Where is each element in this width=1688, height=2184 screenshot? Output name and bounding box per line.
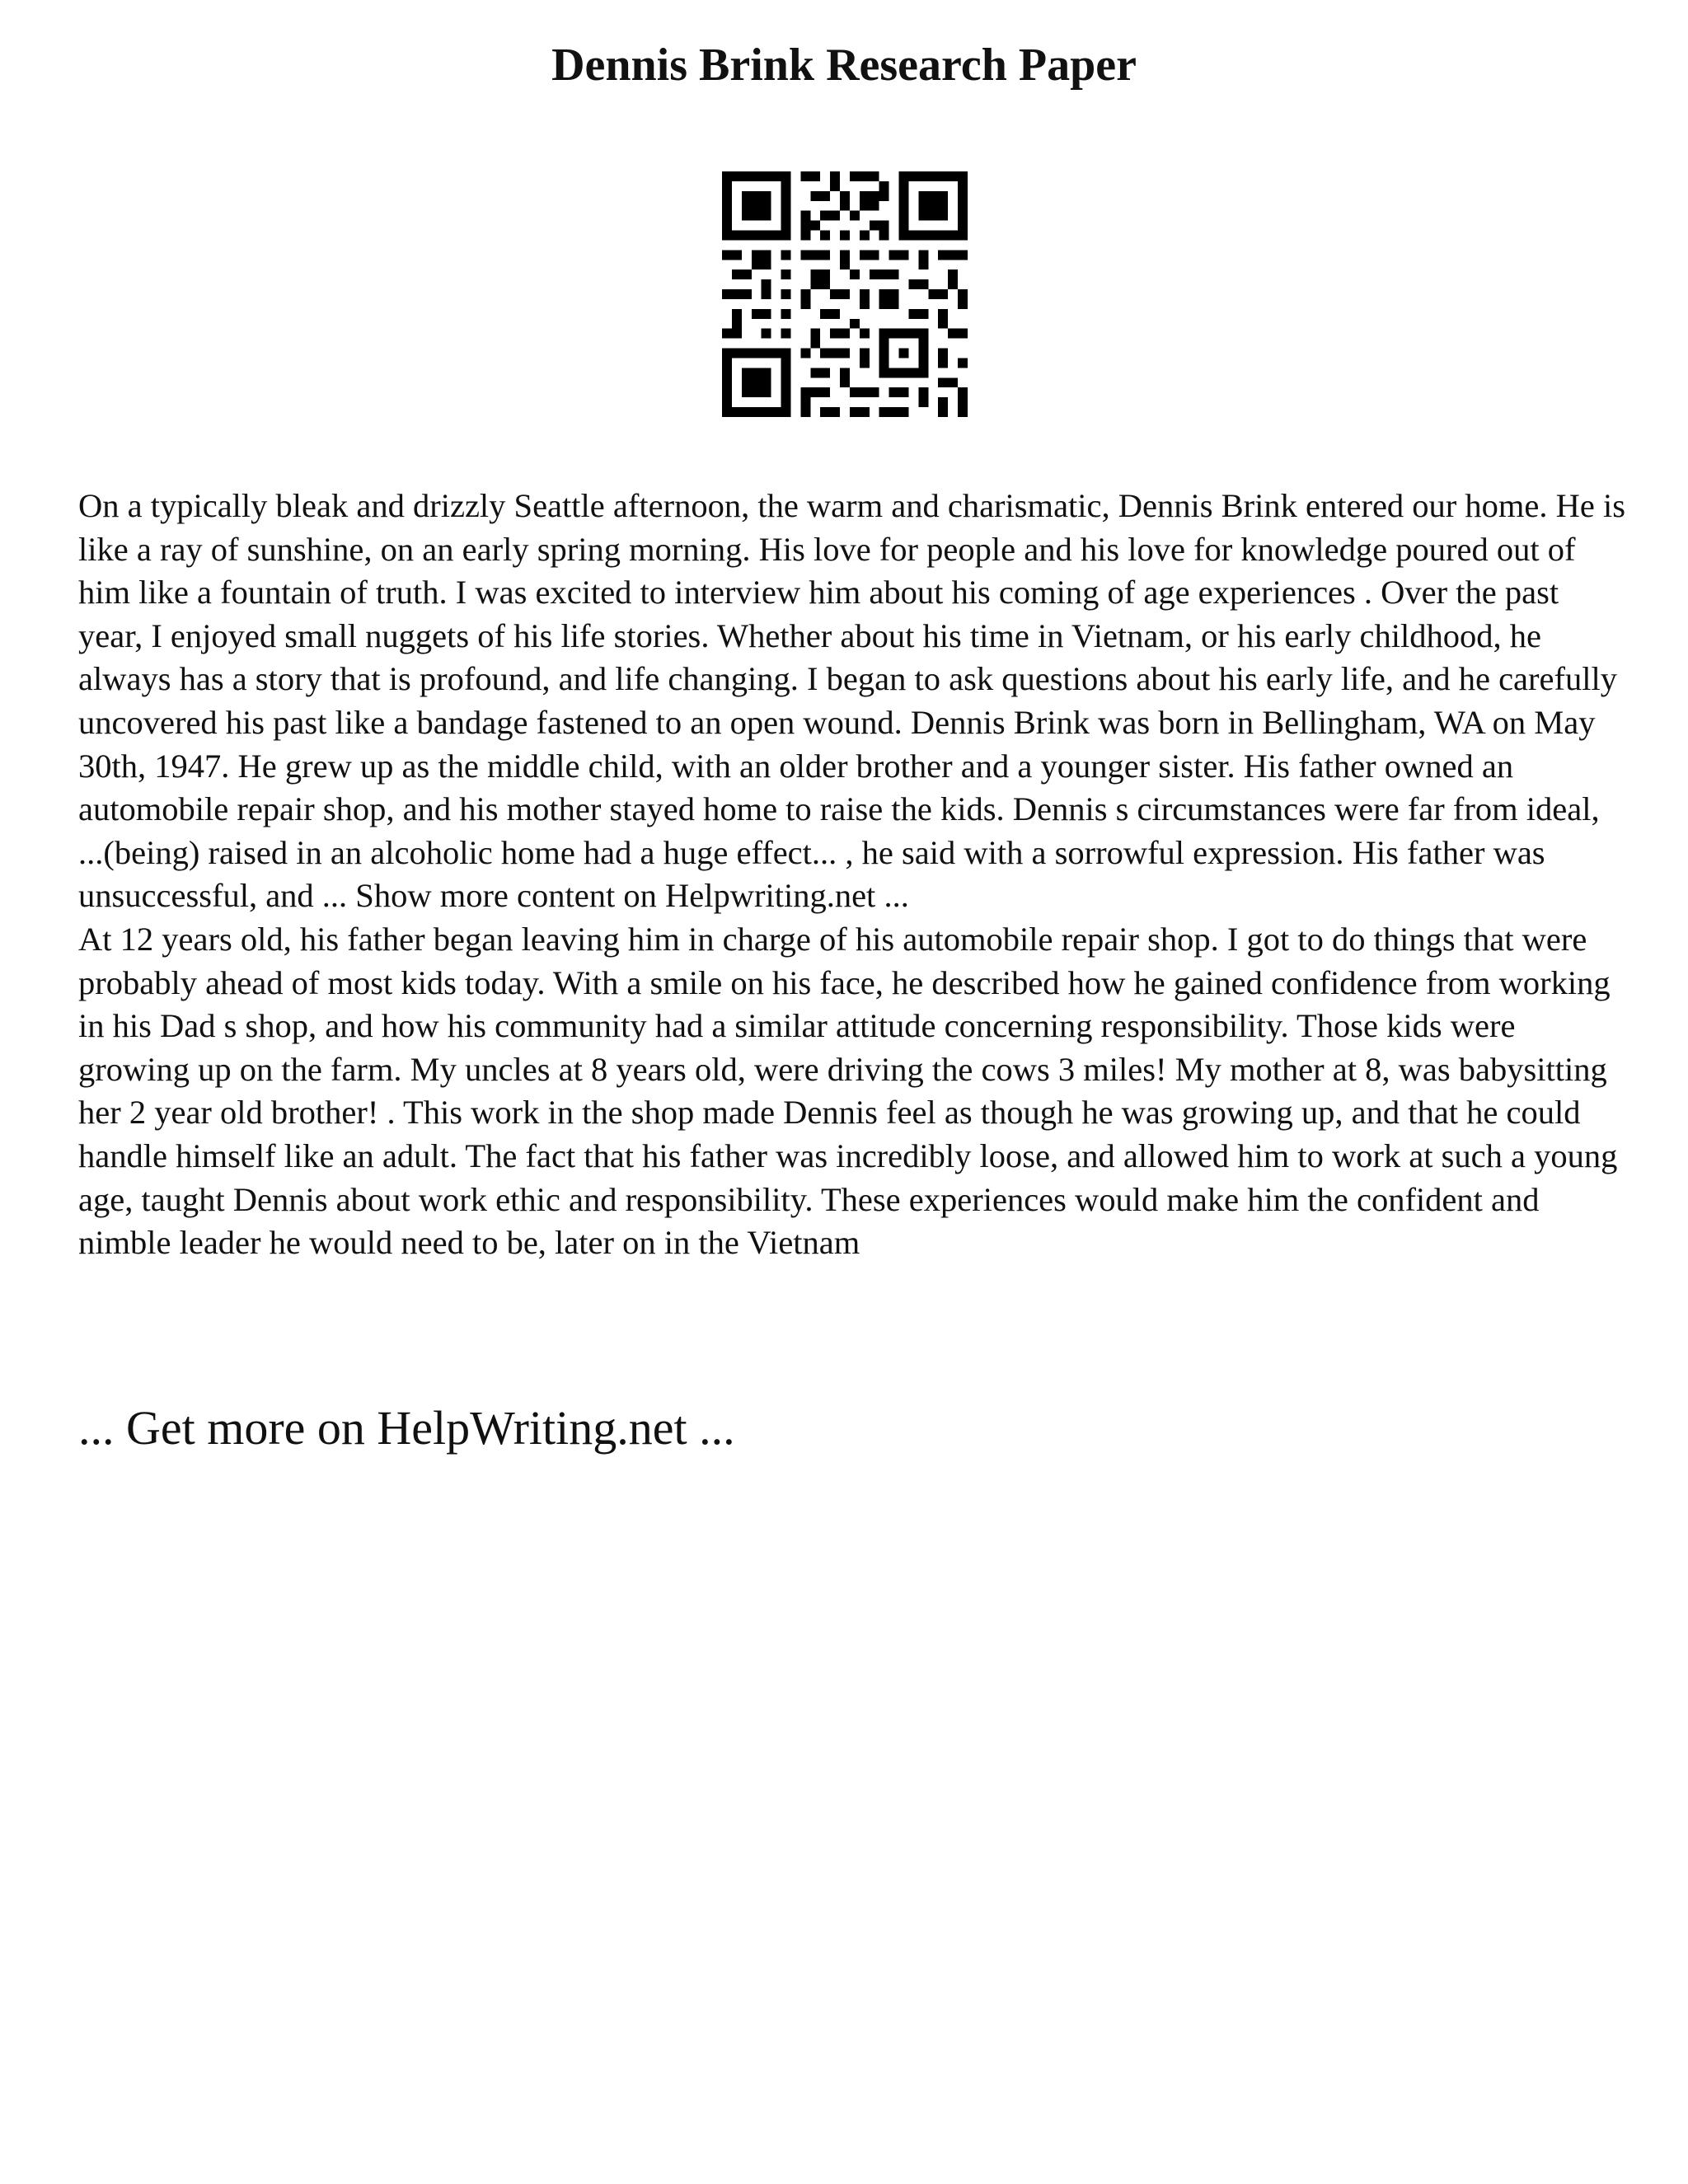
qr-code-icon[interactable] — [722, 171, 968, 417]
body-paragraph: On a typically bleak and drizzly Seattle afternoon, the warm and charismatic, Dennis Brink entered our home. He is like a ray of sunshine, on an early spring morning. His love for people and his love for knowledge poured out of him like a fountain of truth. I was excited to interview him about his coming of age experiences . Over the past year, I enjoyed small nuggets of his life stories. Whether about his time in Vietnam, or his early childhood, he always has a story that is profound, and life changing. I began to ask questions about his early life, and he carefully uncovered his past like a bandage fastened to an open wound. Dennis Brink was born in Bellingham, WA on May 30th, 1947. He grew up as the middle child, with an older brother and a younger sister. His father owned an automobile repair shop, and his mother stayed home to raise the kids. Dennis s circumstances were far from ideal, ...(being) raised in an alcoholic home had a huge effect... , he said with a sorrowful expression. His father was unsuccessful, and ... Show more content on Helpwriting.net ... — [78, 487, 1626, 915]
article-body — [78, 485, 1628, 1265]
page-title: Dennis Brink Research Paper — [551, 40, 1137, 91]
get-more-link[interactable]: ... Get more on HelpWriting.net ... — [78, 1401, 735, 1455]
body-paragraph: At 12 years old, his father began leaving him in charge of his automobile repair shop. I got to do things that were probably ahead of most kids today. With a smile on his face, he described how he gained confidence from working in his Dad s shop, and how his community had a similar attitude concerning responsibility. Those kids were growing up on the farm. My uncles at 8 years old, were driving the cows 3 miles! My mother at 8, was babysitting her 2 year old brother! . This work in the shop made Dennis feel as though he was growing up, and that he could handle himself like an adult. The fact that his father was incredibly loose, and allowed him to work at such a young age, taught Dennis about work ethic and responsibility. These experiences would make him the confident and nimble leader he would need to be, later on in the Vietnam — [78, 920, 1618, 1262]
